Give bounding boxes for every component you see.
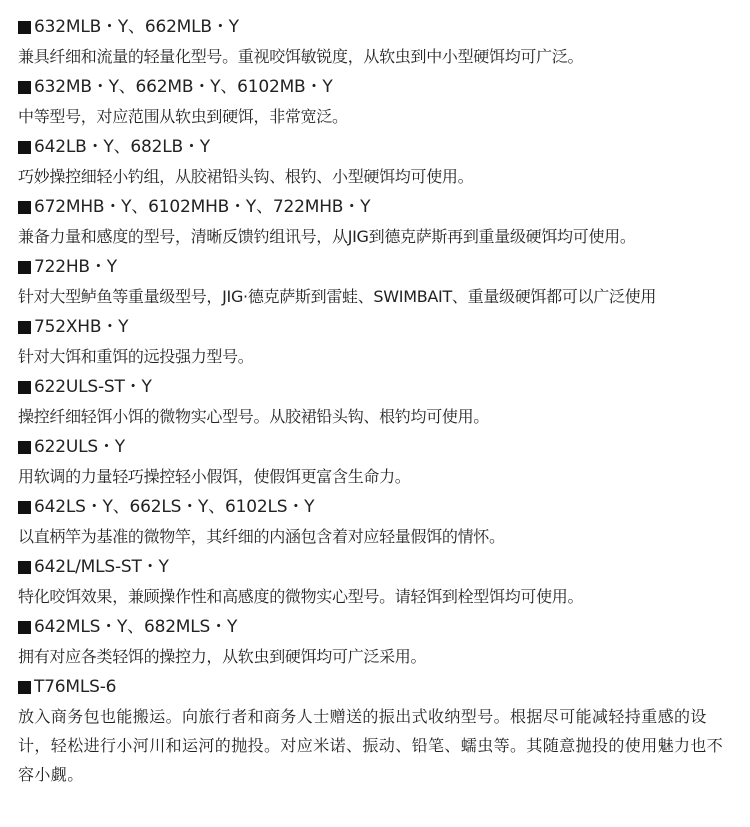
square-bullet-icon bbox=[18, 561, 31, 574]
model-entry bbox=[18, 132, 734, 192]
model-heading bbox=[18, 312, 734, 342]
square-bullet-icon bbox=[18, 81, 31, 94]
square-bullet-icon bbox=[18, 381, 31, 394]
model-heading bbox=[18, 192, 734, 222]
model-heading bbox=[18, 12, 734, 42]
model-description: 针对大饵和重饵的远投强力型号。 bbox=[18, 347, 254, 366]
model-name: 622ULS-ST・Y bbox=[34, 377, 152, 397]
square-bullet-icon bbox=[18, 441, 31, 454]
model-heading bbox=[18, 552, 734, 582]
model-name: 642LS・Y、662LS・Y、6102LS・Y bbox=[34, 497, 315, 517]
model-heading bbox=[18, 132, 734, 162]
model-heading bbox=[18, 432, 734, 462]
model-entry bbox=[18, 552, 734, 612]
model-name: 722HB・Y bbox=[34, 257, 117, 277]
model-description: 兼具纤细和流量的轻量化型号。重视咬饵敏锐度，从软虫到中小型硬饵均可广泛。 bbox=[18, 47, 584, 66]
model-name: 642MLS・Y、682MLS・Y bbox=[34, 617, 238, 637]
square-bullet-icon bbox=[18, 21, 31, 34]
model-description: 特化咬饵效果，兼顾操作性和高感度的微物实心型号。请轻饵到栓型饵均可使用。 bbox=[18, 587, 584, 606]
model-entry bbox=[18, 72, 734, 132]
model-heading bbox=[18, 372, 734, 402]
product-model-list bbox=[18, 12, 734, 789]
model-heading bbox=[18, 492, 734, 522]
model-name: 632MB・Y、662MB・Y、6102MB・Y bbox=[34, 77, 333, 97]
square-bullet-icon bbox=[18, 621, 31, 634]
model-description: 兼备力量和感度的型号，清晰反馈钓组讯号，从JIG到德克萨斯再到重量级硬饵均可使用。 bbox=[18, 227, 636, 246]
model-heading bbox=[18, 72, 734, 102]
model-name: 642L/MLS-ST・Y bbox=[34, 557, 169, 577]
square-bullet-icon bbox=[18, 321, 31, 334]
model-entry bbox=[18, 12, 734, 72]
model-entry bbox=[18, 372, 734, 432]
model-name: T76MLS-6 bbox=[34, 677, 117, 697]
model-description: 放入商务包也能搬运。向旅行者和商务人士赠送的振出式收纳型号。根据尽可能减轻持重感的设计，轻松进行小河川和运河的抛投。对应米诺、振动、铅笔、蠕虫等。其随意抛投的使用魅力也不容小觑。 bbox=[18, 707, 724, 784]
model-entry bbox=[18, 312, 734, 372]
square-bullet-icon bbox=[18, 501, 31, 514]
model-description: 拥有对应各类轻饵的操控力，从软虫到硬饵均可广泛采用。 bbox=[18, 647, 427, 666]
model-name: 632MLB・Y、662MLB・Y bbox=[34, 17, 239, 37]
model-description: 操控纤细轻饵小饵的微物实心型号。从胶裙铅头钩、根钓均可使用。 bbox=[18, 407, 490, 426]
model-name: 622ULS・Y bbox=[34, 437, 125, 457]
square-bullet-icon bbox=[18, 201, 31, 214]
model-entry bbox=[18, 492, 734, 552]
model-name: 642LB・Y、682LB・Y bbox=[34, 137, 210, 157]
square-bullet-icon bbox=[18, 681, 31, 694]
square-bullet-icon bbox=[18, 141, 31, 154]
model-description: 以直柄竿为基准的微物竿，其纤细的内涵包含着对应轻量假饵的情怀。 bbox=[18, 527, 505, 546]
model-entry bbox=[18, 672, 734, 789]
model-name: 672MHB・Y、6102MHB・Y、722MHB・Y bbox=[34, 197, 371, 217]
model-heading bbox=[18, 612, 734, 642]
model-entry bbox=[18, 612, 734, 672]
model-description: 巧妙操控细轻小钓组，从胶裙铅头钩、根钓、小型硬饵均可使用。 bbox=[18, 167, 474, 186]
model-description: 用软调的力量轻巧操控轻小假饵，使假饵更富含生命力。 bbox=[18, 467, 411, 486]
model-description: 针对大型鲈鱼等重量级型号，JIG·德克萨斯到雷蛙、SWIMBAIT、重量级硬饵都可以广泛使用 bbox=[18, 287, 657, 306]
model-description: 中等型号，对应范围从软虫到硬饵，非常宽泛。 bbox=[18, 107, 348, 126]
square-bullet-icon bbox=[18, 261, 31, 274]
model-heading bbox=[18, 252, 734, 282]
model-entry bbox=[18, 192, 734, 252]
model-entry bbox=[18, 252, 734, 312]
model-entry bbox=[18, 432, 734, 492]
model-name: 752XHB・Y bbox=[34, 317, 129, 337]
model-heading bbox=[18, 672, 734, 702]
